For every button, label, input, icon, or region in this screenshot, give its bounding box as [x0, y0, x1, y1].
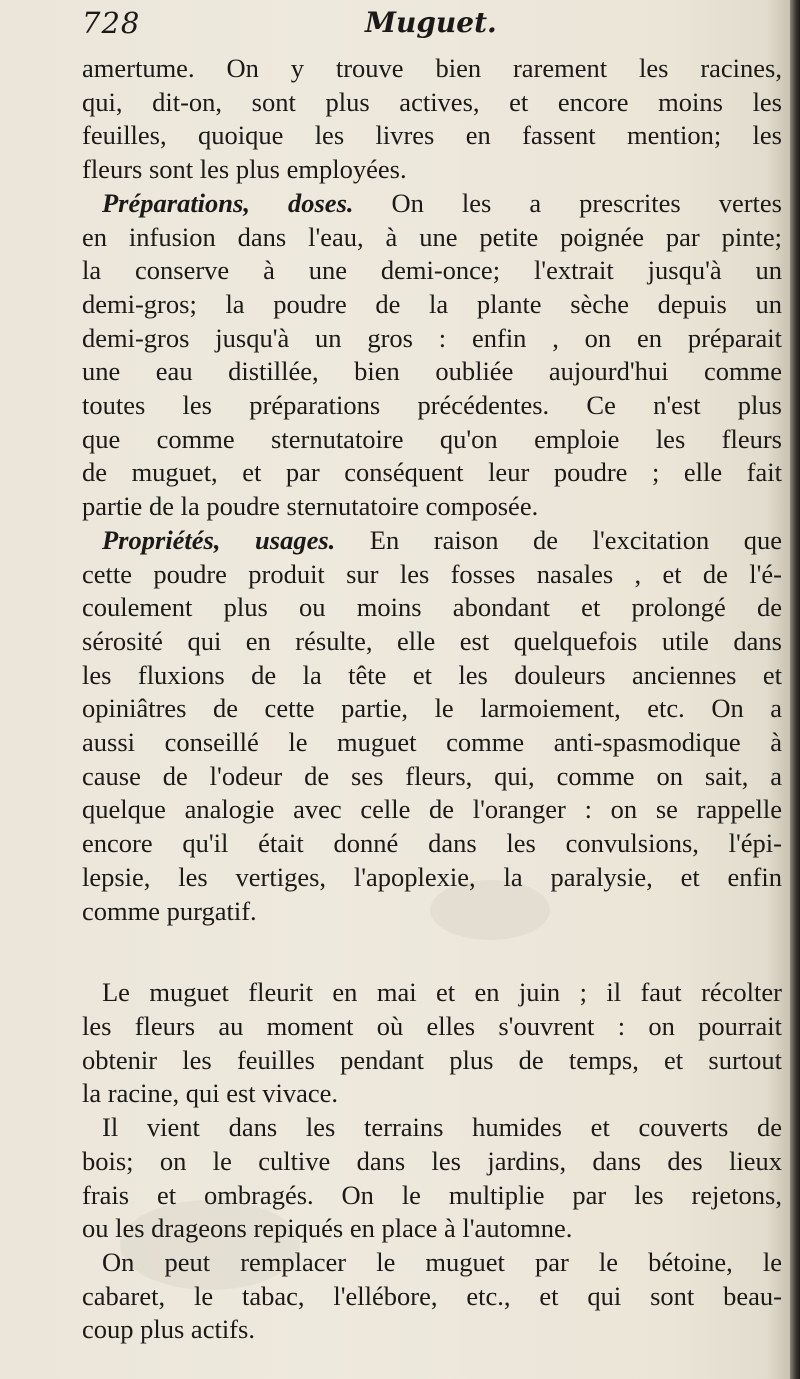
text-line: coup plus actifs.: [82, 1314, 255, 1345]
paragraph-gap: [82, 928, 782, 976]
text-line: cause de l'odeur de ses fleurs, qui, comme on sait, a: [82, 760, 782, 791]
text-line: ou les drageons repiqués en place à l'automne.: [82, 1213, 573, 1244]
text-line: partie de la poudre sternutatoire composée.: [82, 491, 539, 522]
book-spine-edge: [790, 0, 800, 1379]
text-line: toutes les préparations précédentes. Ce n'est plus: [82, 390, 782, 421]
text-line: [102, 524, 782, 558]
paragraph: [82, 221, 782, 524]
text-line: la conserve à une demi-once; l'extrait jusqu'à un: [82, 255, 782, 286]
text-line: la racine, qui est vivace.: [82, 1078, 339, 1109]
body-text: [82, 52, 782, 1347]
text-line: demi-gros jusqu'à un gros : enfin , on en préparait: [82, 322, 782, 353]
section-heading: Préparations, doses.: [102, 187, 354, 218]
text-line: bois; on le cultive dans les jardins, dans des lieux: [82, 1145, 782, 1176]
text-line: cabaret, le tabac, l'ellébore, etc., et qui sont beau-: [82, 1280, 782, 1311]
text-line: encore qu'il était donné dans les convulsions, l'épi-: [82, 828, 782, 859]
text-line: lepsie, les vertiges, l'apoplexie, la paralysie, et enfin: [82, 861, 782, 892]
text-line: comme purgatif.: [82, 895, 257, 926]
text-line: demi-gros; la poudre de la plante sèche depuis un: [82, 288, 782, 319]
text-line: les fluxions de la tête et les douleurs anciennes et: [82, 659, 782, 690]
text-line: amertume. On y trouve bien rarement les racines,: [82, 53, 782, 83]
text-line: qui, dit-on, sont plus actives, et encore moins les: [82, 86, 782, 117]
paragraph: [82, 524, 782, 558]
text-line: [102, 187, 782, 221]
paragraph: [82, 187, 782, 221]
paragraph: [82, 558, 782, 929]
text-line: aussi conseillé le muguet comme anti-spasmodique à: [82, 727, 782, 758]
text-line: feuilles, quoique les livres en fassent mention; les: [82, 120, 782, 151]
text-line: fleurs sont les plus employées.: [82, 154, 407, 185]
paragraph: [82, 52, 782, 187]
text-line: en infusion dans l'eau, à une petite poignée par pinte;: [82, 221, 782, 252]
paragraph: [82, 1246, 782, 1347]
text-line: Il vient dans les terrains humides et couverts de: [102, 1112, 782, 1143]
section-heading: Propriétés, usages.: [102, 524, 336, 555]
text-line: On peut remplacer le muguet par le bétoine, le: [102, 1246, 782, 1277]
text-line: que comme sternutatoire qu'on emploie les fleurs: [82, 423, 782, 454]
paragraph: [82, 976, 782, 1111]
text-line: quelque analogie avec celle de l'oranger : on se rappelle: [82, 794, 782, 825]
text-line: sérosité qui en résulte, elle est quelquefois utile dans: [82, 625, 782, 656]
text-line: cette poudre produit sur les fosses nasales , et de l'é-: [82, 558, 782, 589]
text-line: Le muguet fleurit en mai et en juin ; il faut récolter: [102, 977, 782, 1008]
text-line: les fleurs au moment où elles s'ouvrent : on pourrait: [82, 1010, 782, 1041]
text-fragment: On les a prescrites vertes: [353, 187, 782, 218]
running-title: Muguet.: [365, 6, 497, 39]
page-header: [82, 6, 722, 46]
text-line: de muguet, et par conséquent leur poudre ; elle fait: [82, 457, 782, 488]
paragraph: [82, 1111, 782, 1246]
text-fragment: En raison de l'excitation que: [335, 524, 782, 555]
text-line: une eau distillée, bien oubliée aujourd'hui comme: [82, 356, 782, 387]
text-line: frais et ombragés. On le multiplie par les rejetons,: [82, 1179, 782, 1210]
text-line: coulement plus ou moins abondant et prolongé de: [82, 592, 782, 623]
text-line: opiniâtres de cette partie, le larmoiement, etc. On a: [82, 693, 782, 724]
page-number: 728: [82, 6, 141, 40]
text-line: obtenir les feuilles pendant plus de temps, et surtout: [82, 1044, 782, 1075]
